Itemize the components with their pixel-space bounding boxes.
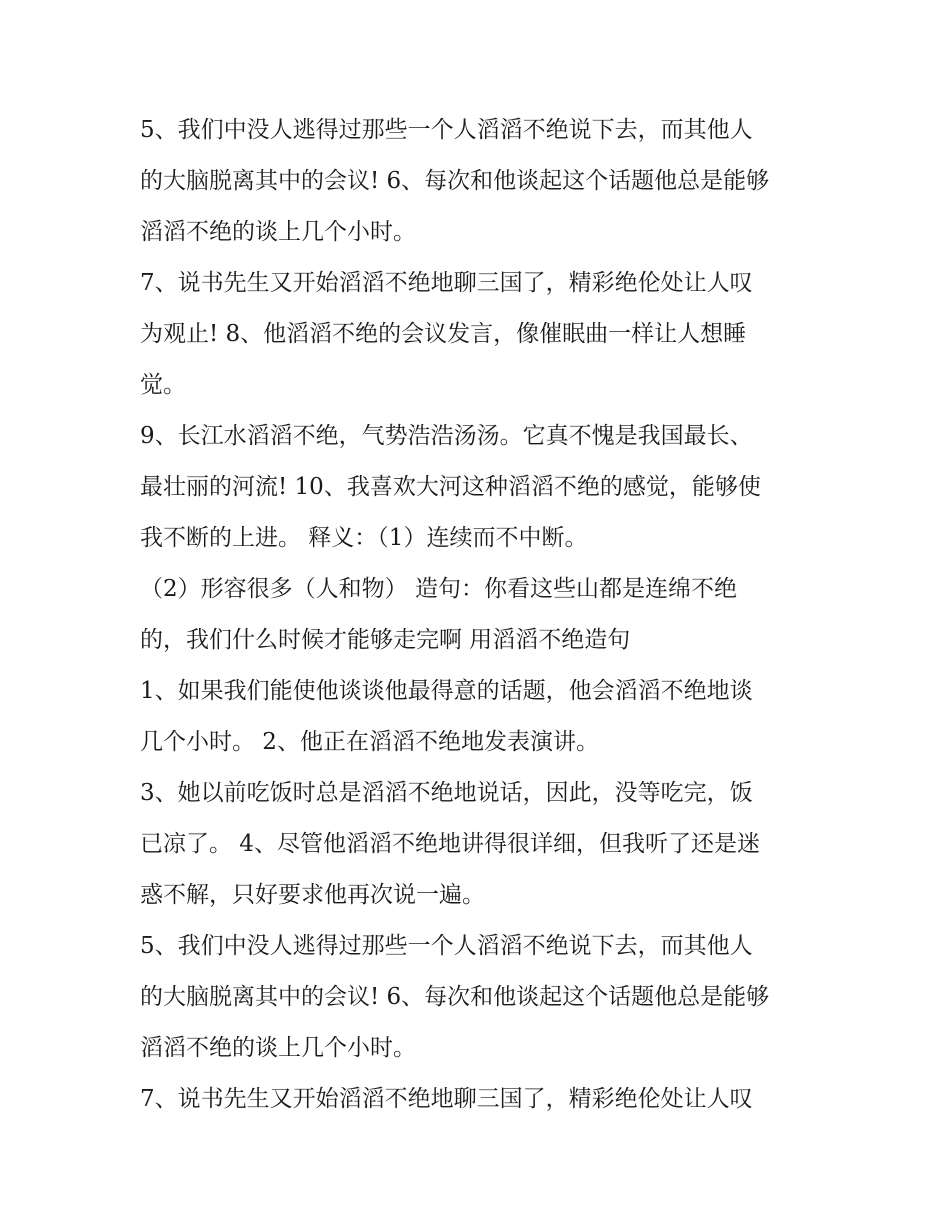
- text-line: 的，我们什么时候才能够走完啊 用滔滔不绝造句: [140, 627, 631, 653]
- document-body: [140, 105, 830, 1125]
- text-line: 7、说书先生又开始滔滔不绝地聊三国了，精彩绝伦处让人叹: [140, 270, 753, 296]
- text-line: 5、我们中没人逃得过那些一个人滔滔不绝说下去，而其他人: [140, 117, 753, 143]
- text-line: 为观止! 8、他滔滔不绝的会议发言，像催眠曲一样让人想睡: [140, 321, 747, 347]
- text-line: 3、她以前吃饭时总是滔滔不绝地说话，因此，没等吃完，饭: [140, 780, 753, 806]
- text-line: 1、如果我们能使他谈谈他最得意的话题，他会滔滔不绝地谈: [140, 678, 753, 704]
- text-line: 的大脑脱离其中的会议! 6、每次和他谈起这个话题他总是能够: [140, 168, 770, 194]
- text-line: 5、我们中没人逃得过那些一个人滔滔不绝说下去，而其他人: [140, 933, 753, 959]
- text-line: 我不断的上进。 释义：（1）连续而不中断。: [140, 525, 588, 551]
- text-line: 觉。: [140, 372, 186, 398]
- text-line: 几个小时。 2、他正在滔滔不绝地发表演讲。: [140, 729, 599, 755]
- text-line: （2）形容很多（人和物） 造句：你看这些山都是连绵不绝: [140, 576, 737, 602]
- text-line: 最壮丽的河流! 10、我喜欢大河这种滔滔不绝的感觉，能够使: [140, 474, 761, 500]
- text-line: 滔滔不绝的谈上几个小时。: [140, 219, 416, 245]
- text-line: 7、说书先生又开始滔滔不绝地聊三国了，精彩绝伦处让人叹: [140, 1086, 753, 1112]
- text-line: 的大脑脱离其中的会议! 6、每次和他谈起这个话题他总是能够: [140, 984, 770, 1010]
- text-line: 惑不解，只好要求他再次说一遍。: [140, 882, 485, 908]
- text-line: 9、长江水滔滔不绝，气势浩浩汤汤。它真不愧是我国最长、: [140, 423, 753, 449]
- text-line: 滔滔不绝的谈上几个小时。: [140, 1035, 416, 1061]
- text-line: 已凉了。 4、尽管他滔滔不绝地讲得很详细，但我听了还是迷: [140, 831, 760, 857]
